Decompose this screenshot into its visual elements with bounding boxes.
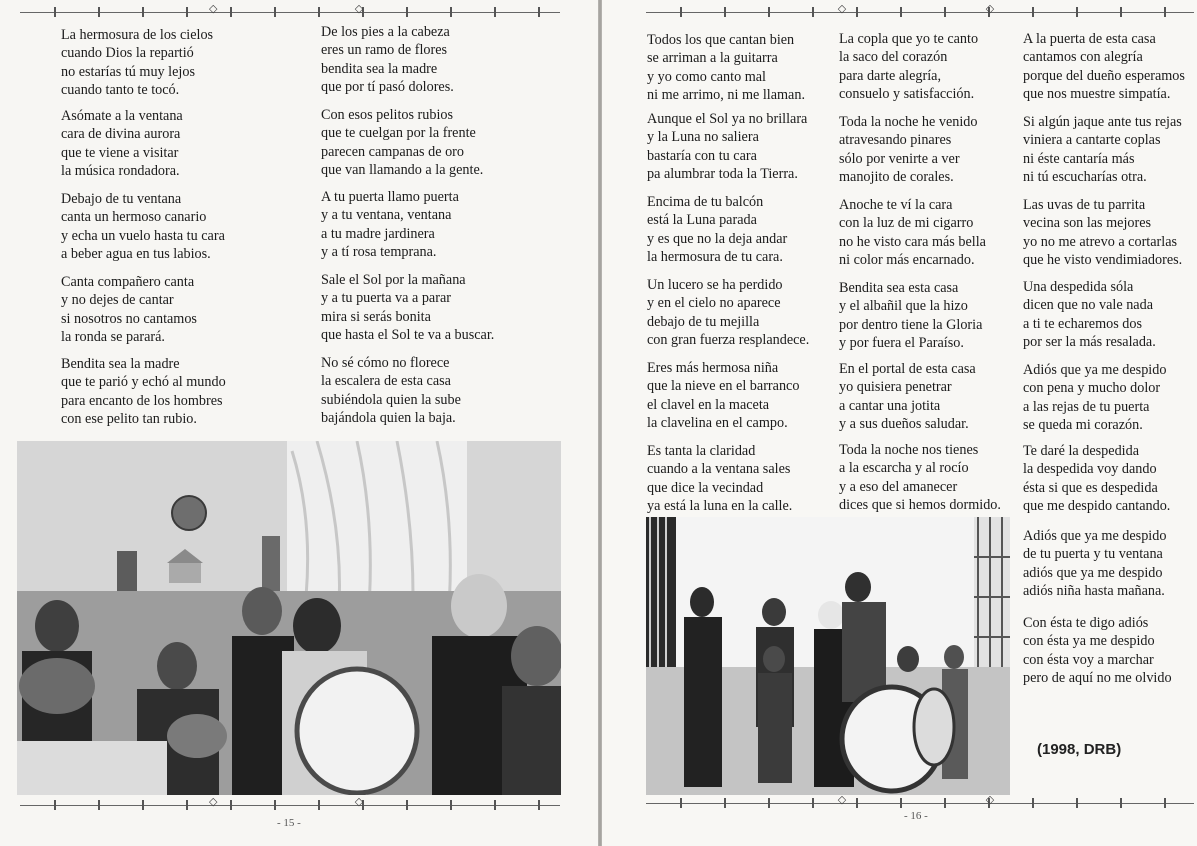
verse-line: canta un hermoso canario — [61, 209, 207, 226]
stanza — [839, 113, 977, 187]
page-number: - 15 - — [277, 817, 301, 829]
verse-line: A tu puerta llamo puerta — [321, 189, 459, 205]
verse-line: yo quisiera penetrar — [839, 379, 952, 396]
stanza — [1023, 196, 1182, 270]
stanza — [839, 30, 978, 104]
stanza — [321, 354, 461, 428]
stanza — [647, 276, 809, 350]
verse-line: que me despido cantando. — [1023, 498, 1171, 515]
verse-line: que dice la vecindad — [647, 479, 764, 496]
author-credit: (1998, DRB) — [1037, 741, 1122, 758]
verse-line: con ese pelito tan rubio. — [61, 411, 197, 428]
verse-line: por ser la más resalada. — [1023, 334, 1156, 351]
verse-line: La copla que yo te canto — [839, 31, 979, 47]
stanza — [61, 273, 197, 347]
verse-line: dices que si hemos dormido. — [839, 497, 1001, 514]
verse-line: debajo de tu mejilla — [647, 313, 760, 330]
verse-line: cara de divina aurora — [61, 126, 181, 143]
verse-line: a tu madre jardinera — [321, 225, 435, 242]
verse-line: Las uvas de tu parrita — [1023, 197, 1146, 213]
verse-line: está la Luna parada — [647, 212, 757, 229]
verse-line: Adiós que ya me despido — [1023, 528, 1167, 544]
verse-line: y no dejes de cantar — [61, 292, 174, 309]
verse-line: Con esos pelitos rubios — [321, 107, 454, 123]
verse-line: con pena y mucho dolor — [1023, 380, 1161, 397]
verse-line: de tu puerta y tu ventana — [1023, 546, 1163, 563]
verse-line: la saco del corazón — [839, 49, 948, 66]
verse-line: la ronda se parará. — [61, 329, 165, 346]
verse-line: que por tí pasó dolores. — [321, 79, 454, 96]
verse-line: atravesando pinares — [839, 132, 952, 149]
verse-line: Aunque el Sol ya no brillara — [647, 111, 808, 127]
verse-line: la hermosura de tu cara. — [647, 249, 783, 266]
stanza — [1023, 278, 1156, 352]
stanza — [647, 359, 799, 433]
page-number: - 16 - — [904, 810, 928, 822]
stanza — [1023, 30, 1185, 104]
verse-line: pero de aquí no me olvido — [1023, 670, 1172, 687]
verse-line: la despedida voy dando — [1023, 461, 1157, 478]
verse-line: que he visto vendimiadores. — [1023, 252, 1183, 269]
verse-line: que hasta el Sol te va a buscar. — [321, 327, 495, 344]
verse-line: Asómate a la ventana — [61, 108, 183, 124]
verse-line: se queda mi corazón. — [1023, 417, 1143, 434]
verse-line: Bendita sea la madre — [61, 356, 180, 372]
verse-line: Bendita sea esta casa — [839, 280, 959, 296]
verse-line: Te daré la despedida — [1023, 443, 1139, 459]
right-page — [602, 0, 1197, 846]
stanza — [647, 31, 805, 105]
verse-line: a la escarcha y al rocío — [839, 460, 969, 477]
stanza — [321, 106, 483, 180]
verse-line: para encanto de los hombres — [61, 392, 223, 409]
verse-line: ni color más encarnado. — [839, 252, 975, 269]
bottom-ornamental-rule — [20, 800, 560, 810]
verse-line: que te viene a visitar — [61, 144, 179, 161]
stanza — [321, 23, 454, 97]
verse-line: bendita sea la madre — [321, 60, 438, 77]
stanza — [61, 190, 225, 264]
verse-line: sólo por venirte a ver — [839, 150, 960, 167]
verse-line: y yo como canto mal — [647, 68, 766, 85]
verse-line: para darte alegría, — [839, 67, 942, 84]
stanza — [1023, 113, 1182, 187]
group-singing-photo — [17, 441, 561, 795]
verse-line: con gran fuerza resplandece. — [647, 332, 810, 349]
verse-line: se arriman a la guitarra — [647, 50, 778, 67]
verse-line: eres un ramo de flores — [321, 42, 448, 59]
left-page — [0, 0, 598, 846]
verse-line: no he visto cara más bella — [839, 233, 986, 250]
verse-line: yo no me atrevo a cortarlas — [1023, 233, 1178, 250]
verse-line: consuelo y satisfacción. — [839, 86, 975, 103]
verse-line: el clavel en la maceta — [647, 396, 770, 413]
verse-line: Todos los que cantan bien — [647, 32, 795, 48]
verse-line: y echa un vuelo hasta tu cara — [61, 227, 225, 244]
verse-line: Adiós que ya me despido — [1023, 362, 1167, 378]
verse-line: A la puerta de esta casa — [1023, 31, 1156, 47]
verse-line: mira si serás bonita — [321, 308, 431, 325]
verse-line: vecina son las mejores — [1023, 215, 1152, 232]
top-ornamental-rule — [646, 7, 1194, 17]
verse-line: la clavelina en el campo. — [647, 415, 788, 432]
verse-line: a cantar una jotita — [839, 397, 941, 414]
verse-line: Si algún jaque ante tus rejas — [1023, 114, 1182, 130]
stanza — [839, 196, 986, 270]
stanza — [839, 441, 1001, 515]
verse-line: y a tu ventana, ventana — [321, 207, 452, 224]
verse-line: que te cuelgan por la frente — [321, 125, 476, 142]
verse-line: cantamos con alegría — [1023, 49, 1143, 66]
verse-line: y la Luna no saliera — [647, 129, 759, 146]
stanza — [647, 442, 792, 516]
stanza — [647, 110, 807, 184]
verse-line: dicen que no vale nada — [1023, 297, 1153, 314]
stanza — [839, 279, 982, 353]
stanza — [1023, 614, 1172, 688]
verse-line: ni éste cantaría más — [1023, 150, 1135, 167]
verse-line: bajándola quien la baja. — [321, 410, 456, 427]
verse-line: ésta si que es despedida — [1023, 479, 1158, 496]
stanza — [321, 271, 494, 345]
verse-line: Sale el Sol por la mañana — [321, 272, 466, 288]
verse-line: parecen campanas de oro — [321, 143, 464, 160]
verse-line: porque del dueño esperamos — [1023, 67, 1185, 84]
verse-line: y a tu puerta va a parar — [321, 290, 451, 307]
verse-line: bastaría con tu cara — [647, 147, 757, 164]
verse-line: a ti te echaremos dos — [1023, 315, 1142, 332]
verse-line: viniera a cantarte coplas — [1023, 132, 1161, 149]
stanza — [647, 193, 787, 267]
bottom-ornamental-rule — [646, 798, 1194, 808]
verse-line: que nos muestre simpatía. — [1023, 86, 1171, 103]
verse-line: De los pies a la cabeza — [321, 24, 450, 40]
verse-line: cuando a la ventana sales — [647, 461, 791, 478]
verse-line: ni tú escucharías otra. — [1023, 169, 1147, 186]
verse-line: subiéndola quien la sube — [321, 391, 461, 408]
verse-line: a las rejas de tu puerta — [1023, 398, 1150, 415]
verse-line: Debajo de tu ventana — [61, 191, 182, 207]
verse-line: No sé cómo no florece — [321, 355, 450, 371]
verse-line: Toda la noche nos tienes — [839, 442, 979, 458]
verse-line: manojito de corales. — [839, 169, 954, 186]
verse-line: la música rondadora. — [61, 163, 180, 180]
top-ornamental-rule — [20, 7, 560, 17]
verse-line: no estarías tú muy lejos — [61, 63, 195, 80]
stanza — [321, 188, 459, 262]
verse-line: con ésta voy a marchar — [1023, 651, 1154, 668]
verse-line: adiós que ya me despido — [1023, 564, 1163, 581]
stanza — [839, 360, 976, 434]
verse-line: y a sus dueños saludar. — [839, 416, 969, 433]
verse-line: ni me arrimo, ni me llaman. — [647, 87, 805, 104]
verse-line: Eres más hermosa niña — [647, 360, 779, 376]
verse-line: adiós niña hasta mañana. — [1023, 583, 1165, 600]
verse-line: Canta compañero canta — [61, 274, 195, 290]
verse-line: Anoche te ví la cara — [839, 197, 953, 213]
verse-line: Encima de tu balcón — [647, 194, 764, 210]
verse-line: si nosotros no cantamos — [61, 310, 197, 327]
stanza — [1023, 361, 1166, 435]
verse-line: Un lucero se ha perdido — [647, 277, 783, 293]
stanza — [1023, 527, 1166, 601]
verse-line: La hermosura de los cielos — [61, 27, 214, 43]
verse-line: ya está la luna en la calle. — [647, 498, 793, 515]
verse-line: y el albañil que la hizo — [839, 298, 968, 315]
verse-line: con ésta ya me despido — [1023, 633, 1155, 650]
verse-line: la escalera de esta casa — [321, 373, 451, 390]
verse-line: a beber agua en tus labios. — [61, 246, 211, 263]
verse-line: y en el cielo no aparece — [647, 295, 781, 312]
verse-line: y es que no la deja andar — [647, 230, 788, 247]
verse-line: Una despedida sóla — [1023, 279, 1134, 295]
verse-line: que la nieve en el barranco — [647, 378, 800, 395]
verse-line: pa alumbrar toda la Tierra. — [647, 166, 798, 183]
verse-line: con la luz de mi cigarro — [839, 215, 974, 232]
verse-line: En el portal de esta casa — [839, 361, 976, 377]
verse-line: que van llamando a la gente. — [321, 162, 484, 179]
street-band-photo — [646, 517, 1010, 795]
stanza — [61, 355, 226, 429]
verse-line: y a tí rosa temprana. — [321, 244, 437, 261]
stanza — [1023, 442, 1170, 516]
verse-line: cuando Dios la repartió — [61, 45, 194, 62]
verse-line: por dentro tiene la Gloria — [839, 316, 983, 333]
verse-line: Es tanta la claridad — [647, 443, 756, 459]
verse-line: Toda la noche he venido — [839, 114, 978, 130]
stanza — [61, 26, 213, 100]
verse-line: y a eso del amanecer — [839, 478, 958, 495]
stanza — [61, 107, 183, 181]
verse-line: cuando tanto te tocó. — [61, 82, 180, 99]
verse-line: que te parió y echó al mundo — [61, 374, 226, 391]
verse-line: y por fuera el Paraíso. — [839, 335, 964, 352]
verse-line: Con ésta te digo adiós — [1023, 615, 1149, 631]
